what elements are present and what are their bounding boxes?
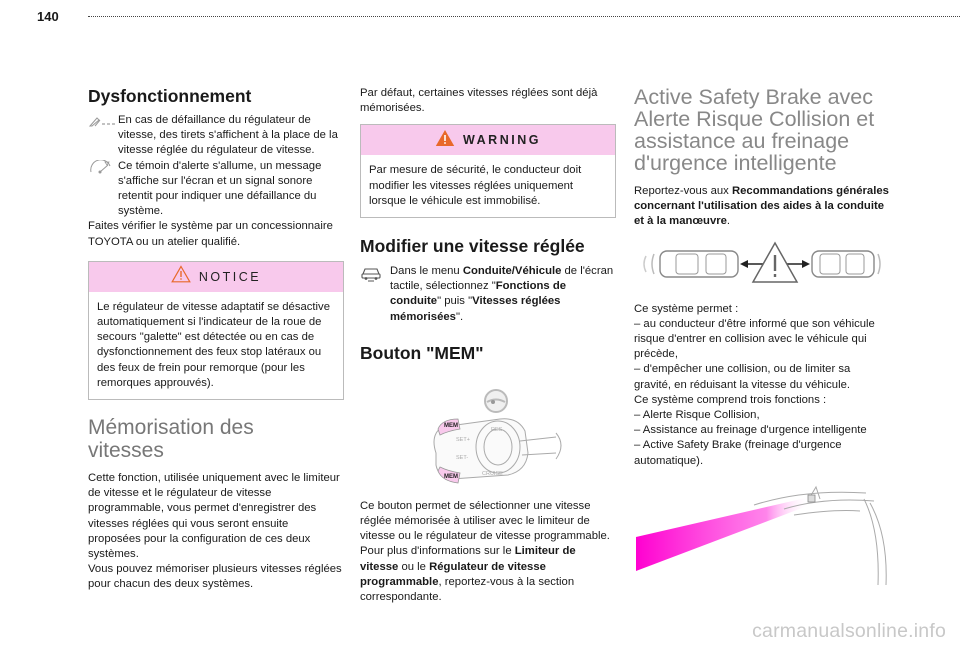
recommendations-ref: Reportez-vous aux Recommandations générales concernant l'utilisation des aides à la conduite et à la manœuvre. (634, 185, 889, 228)
warning-triangle-icon (435, 129, 455, 152)
function-item-1: – Alerte Risque Collision, (634, 409, 760, 422)
warning-box (360, 124, 616, 218)
menu-instruction (360, 264, 616, 325)
heading-memorisation: Mémorisation des vitesses (88, 416, 254, 463)
memorisation-text-1: Cette fonction, utilisée uniquement avec le limiteur de vitesse et le régulateur de vitesse programmable, vous permet d'enregistrer des vitesses réglées qui vous seront ensuite proposées pour la configuration de ces deux systèmes. (88, 472, 340, 561)
warning-light-paragraph (88, 159, 344, 220)
heading-dysfonctionnement: Dysfonctionnement (88, 86, 252, 106)
memorisation-text-2: Vous pouvez mémoriser plusieurs vitesses réglées pour chacun des deux systèmes. (88, 563, 342, 591)
front-car-icon (812, 251, 880, 277)
top-rule (88, 16, 960, 17)
notice-box (88, 261, 344, 400)
dashes-text: En cas de défaillance du régulateur de vitesse, des tirets s'affichent à la place de la vitesse réglée du régulateur de vitesse. (118, 114, 338, 157)
mem-button-text: Ce bouton permet de sélectionner une vitesse réglée mémorisée à utiliser avec le limiteur de vitesse ou le régulateur de vitesse programmable. (360, 499, 610, 543)
mem-reference-text: Pour plus d'informations sur le Limiteur de vitesse ou le Régulateur de vitesse programmable, reportez-vous à la section correspondante. (360, 545, 576, 604)
functions-intro: Ce système comprend trois fonctions : (634, 393, 827, 406)
rear-car-icon (644, 251, 738, 277)
set-minus-label: SET- (456, 454, 469, 461)
cruise-stalk-diagram (360, 375, 616, 487)
mem-label-top: MEM (444, 422, 458, 429)
warning-light-text: Ce témoin d'alerte s'allume, un message s'affiche sur l'écran et un signal sonore retentit pour indiquer une défaillance du système. (118, 159, 322, 218)
set-plus-label: SET+ (456, 436, 470, 443)
notice-triangle-icon (171, 265, 191, 288)
res-label: RES (491, 426, 503, 433)
camera-icon (808, 495, 815, 502)
heading-modifier: Modifier une vitesse réglée (360, 236, 585, 257)
system-item-2: – d'empêcher une collision, ou de limiter sa gravité, en réduisant la vitesse du véhicule. (634, 363, 851, 391)
warning-title: WARNING (463, 133, 541, 148)
watermark: carmanualsonline.info (752, 620, 946, 642)
system-item-1: – au conducteur d'être informé que son véhicule risque d'entrer en collision avec le véhicule qui précède, (634, 317, 875, 361)
notice-body: Le régulateur de vitesse adaptatif se désactive automatiquement si l'indicateur de la roue de secours "galette" est détectée ou en cas de dysfonctionnement des feux stop latéraux ou des feux de frein pour remorque (pour les remorques approuvés). (97, 300, 330, 389)
page-number: 140 (37, 9, 59, 24)
dashes-paragraph (88, 113, 344, 159)
dealer-text: Faites vérifier le système par un concessionnaire TOYOTA ou un atelier qualifié. (88, 220, 333, 248)
heading-active-safety-brake: Active Safety Brake avec Alerte Risque Collision et assistance au freinage d'urgence intelligente (634, 85, 875, 175)
cruise-fault-warning-icon (88, 160, 116, 174)
column-right (634, 86, 890, 589)
windscreen-camera-illustration (634, 479, 890, 589)
function-item-2: – Assistance au freinage d'urgence intelligente (634, 424, 867, 437)
notice-title: NOTICE (198, 269, 262, 284)
system-intro: Ce système permet : (634, 302, 739, 315)
collision-warning-triangle-icon (740, 243, 810, 282)
notice-header (89, 262, 343, 292)
warning-body: Par mesure de sécurité, le conducteur doit modifier les vitesses réglées uniquement lorsque le véhicule est immobilisé. (369, 164, 582, 207)
column-middle (360, 86, 616, 605)
default-speeds-text: Par défaut, certaines vitesses réglées sont déjà mémorisées. (360, 87, 598, 115)
warning-header (361, 125, 615, 155)
heading-mem-button: Bouton "MEM" (360, 342, 484, 363)
mem-diagram (360, 375, 616, 487)
speed-dashes-icon (88, 114, 116, 128)
column-left (88, 86, 344, 593)
menu-text: Dans le menu Conduite/Véhicule de l'écran tactile, sélectionnez "Fonctions de conduite" puis "Vitesses réglées mémorisées". (390, 265, 614, 323)
car-settings-icon (360, 264, 388, 278)
function-item-3: – Active Safety Brake (freinage d'urgence automatique). (634, 439, 842, 467)
mem-label-bottom: MEM (444, 473, 458, 480)
collision-diagram (634, 238, 890, 290)
cruise-label: CRUISE (482, 470, 503, 477)
